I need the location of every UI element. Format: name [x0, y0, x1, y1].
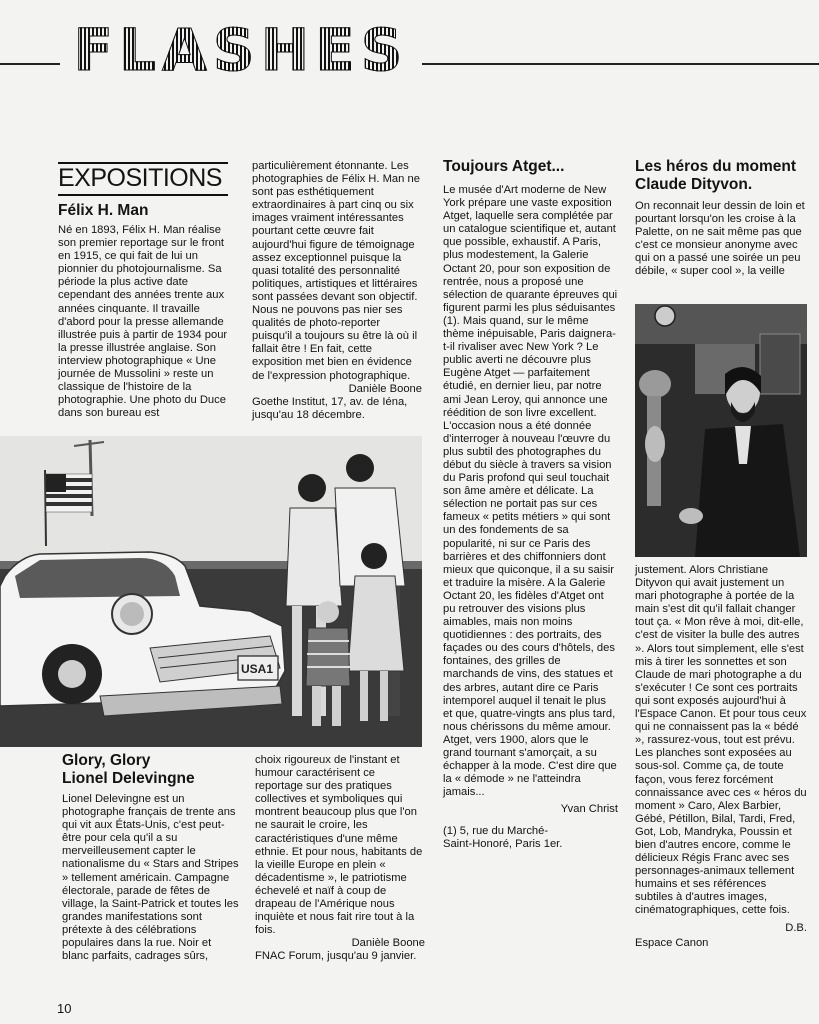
delevingne-text-2: choix rigoureux de l'instant et humour caractérisent ce reportage sur des pratiques collectives et symboliques qui montrent beaucoup plus que l'on ne saurait le croire, les caractéristiques d'une même ethnie. Et pour nous, habitants de la vieille Europe en plein « décadentisme », le patriotisme échevelé et naïf à coup de drapeau de l'Amérique nous inquiète et nous fait rire tout à la fois. — [255, 754, 423, 937]
man-title: Félix H. Man — [58, 202, 149, 219]
portrait-illustration — [635, 304, 807, 557]
heros-text-2: justement. Alors Christiane Dityvon qui avait justement un mari photographe à portée de la main s'est dit qu'il fallait changer tout ça. « Mon rêve à moi, dit-elle, c'est de visiter la bulle des autres ». Alors tout simplement, elle s'est mis à tirer les sonnettes et son Claude de mari photographe a du s'exécuter ! Ce sont ces portraits qui sont exposés aujourd'hui à l'Espace Canon. Et pour tous ceux qui ne connaissent pas la « bédé », rassurez-vous, tout est prévu. Les planches sont exposées au sous-sol. Comme ça, de toute façon, vous ferez forcément connaissance avec ces « héros du moment » Caro, Alex Barbier, Gébé, Pétillon, Bilal, Tardi, Fred, Got, Lob, Mandryka, Poussin et bien d'autres encore, comme le délicieux Régis Franc avec ses personnages-animaux tellement humains et ses références subtiles à d'autres images, cinématographiques, cette fois. — [635, 564, 807, 917]
man-text-2: particulièrement étonnante. Les photographies de Félix H. Man ne sont pas esthétiquement extraordinaires à part cinq ou six images vraiment intéressantes pourtant cette œuvre fait aujourd'hui figure de témoignage assez exceptionnel puisque la quasi totalité des personnalité politiques, artistiques et littéraires sont passées devant son objectif. Nous ne pouvons pas nier ses qualités de photo-reporter puisqu'il a toujours su être là où il fallait être ! En fait, cette exposition met bien en évidence de l'expression photographique. — [252, 160, 420, 382]
heros-title: Les héros du moment Claude Dityvon. — [635, 158, 797, 193]
delevingne-text-1: Lionel Delevingne est un photographe français de trente ans qui vit aux États-Unis, c'est peut-être pour cela qu'il a su merveilleusement capter le nationalisme du « Stars and Stripes » tellement américain. Campagne électorale, parade de fêtes de village, la Saint-Patrick et toutes les grandes manifestations sont prétexte à des célébrations populaires dans la rue. Noir et blanc parfaits, cadrages sûrs, — [62, 793, 239, 963]
atget-text: Le musée d'Art moderne de New York prépare une vaste exposition Atget, laquelle sera complétée par un catalogue scientifique et, autant que possible, exhaustif. A Paris, plus modestement, la Galerie Octant 20, pour son exposition de rentrée, nous a proposé une sélection de quarante épreuves qui figurent parmi les plus séduisantes (1). Mais quand, sur le même thème inépuisable, Paris daignera-t-il rivaliser avec New York ? Le public averti ne découvre plus Eugène Atget — parfaitement étudié, en dernier lieu, par notre ami Jean Leroy, qui annonce une réédition de son livre excellent. L'occasion nous a été donnée d'interroger à nouveau l'œuvre du plus subtil des photographes du début du siècle à travers sa vision du Paris profond qui seul touchait son âme amère et délicate. La sélection ne portait pas sur ces fameux « petits métiers » qui sont un des fondements de sa popularité, ni sur ce Paris des barrières et des chiffonniers dont mieux que quiconque, il a su saisir et traduire la misère. A la Galerie Octant 20, les fidèles d'Atget ont pu retrouver des visions plus aimables, mais non moins quotidiennes : des portraits, des façades ou des cours d'hôtels, des fontaines, des grilles de marchands de vins, des statues et des arbres, autant dire ce Paris intemporel auquel il tenait le plus et que, quatre-vingts ans plus tard, nous chérissons du même amour. Atget, vers 1900, alors que le grand tournant s'amorçait, a su échapper à la mode. C'est dire que la « démode » ne l'atteindra jamais... — [443, 184, 618, 799]
family-car-photo — [0, 436, 422, 747]
delevingne-title-line-1: Glory, Glory — [62, 752, 151, 769]
man-venue: Goethe Institut, 17, av. de Iéna, jusqu'au 18 décembre. — [252, 395, 408, 421]
delevingne-title-line-2: Lionel Delevingne — [62, 770, 195, 787]
atget-column — [443, 158, 618, 851]
heros-column-bottom — [635, 564, 807, 950]
heros-venue: Espace Canon — [635, 936, 709, 949]
man-column-2 — [252, 160, 422, 422]
rubric-heading: EXPOSITIONS — [58, 162, 228, 196]
delevingne-author: Danièle Boone — [351, 937, 425, 950]
license-plate: USA1 — [241, 662, 274, 676]
top-rule-left — [0, 63, 60, 65]
atget-note: (1) 5, rue du Marché-Saint-Honoré, Paris 1er. — [443, 824, 563, 850]
delevingne-column-1 — [62, 752, 240, 963]
top-rule-right — [422, 63, 819, 65]
atget-author: Yvan Christ — [560, 803, 618, 816]
man-author: Danièle Boone — [348, 382, 422, 395]
dityvon-portrait-photo — [635, 304, 807, 557]
heros-author: D.B. — [785, 921, 807, 934]
delevingne-column-2 — [255, 754, 425, 964]
delevingne-venue: FNAC Forum, jusqu'au 9 janvier. — [255, 950, 417, 963]
page-number: 10 — [57, 1001, 72, 1016]
man-text-1: Né en 1893, Félix H. Man réalise son premier reportage sur le front en 1915, ce qui fait de lui un pionnier du photojournalisme. Sa période la plus active date cependant des années trente aux années cinquante. Il travaille d'abord pour la presse allemande illustrée puis à partir de 1934 pour la presse illustrée anglaise. Son interview photographique « Une journée de Mussolini » reste un classique de l'histoire de la photographie. Une photo du Duce dans son bureau est — [58, 224, 228, 420]
heros-column-top — [635, 158, 807, 279]
section-masthead: FLASHES — [60, 22, 422, 78]
atget-title: Toujours Atget... — [443, 158, 565, 175]
man-column-1 — [58, 202, 238, 420]
heros-text-1: On reconnait leur dessin de loin et pourtant lorsqu'on les croise à la Palette, on ne sait même pas que c'est ce monsieur anonyme avec qui on a passé une soirée un peu débile, « super cool », la veille — [635, 200, 805, 278]
family-car-illustration — [0, 436, 422, 747]
